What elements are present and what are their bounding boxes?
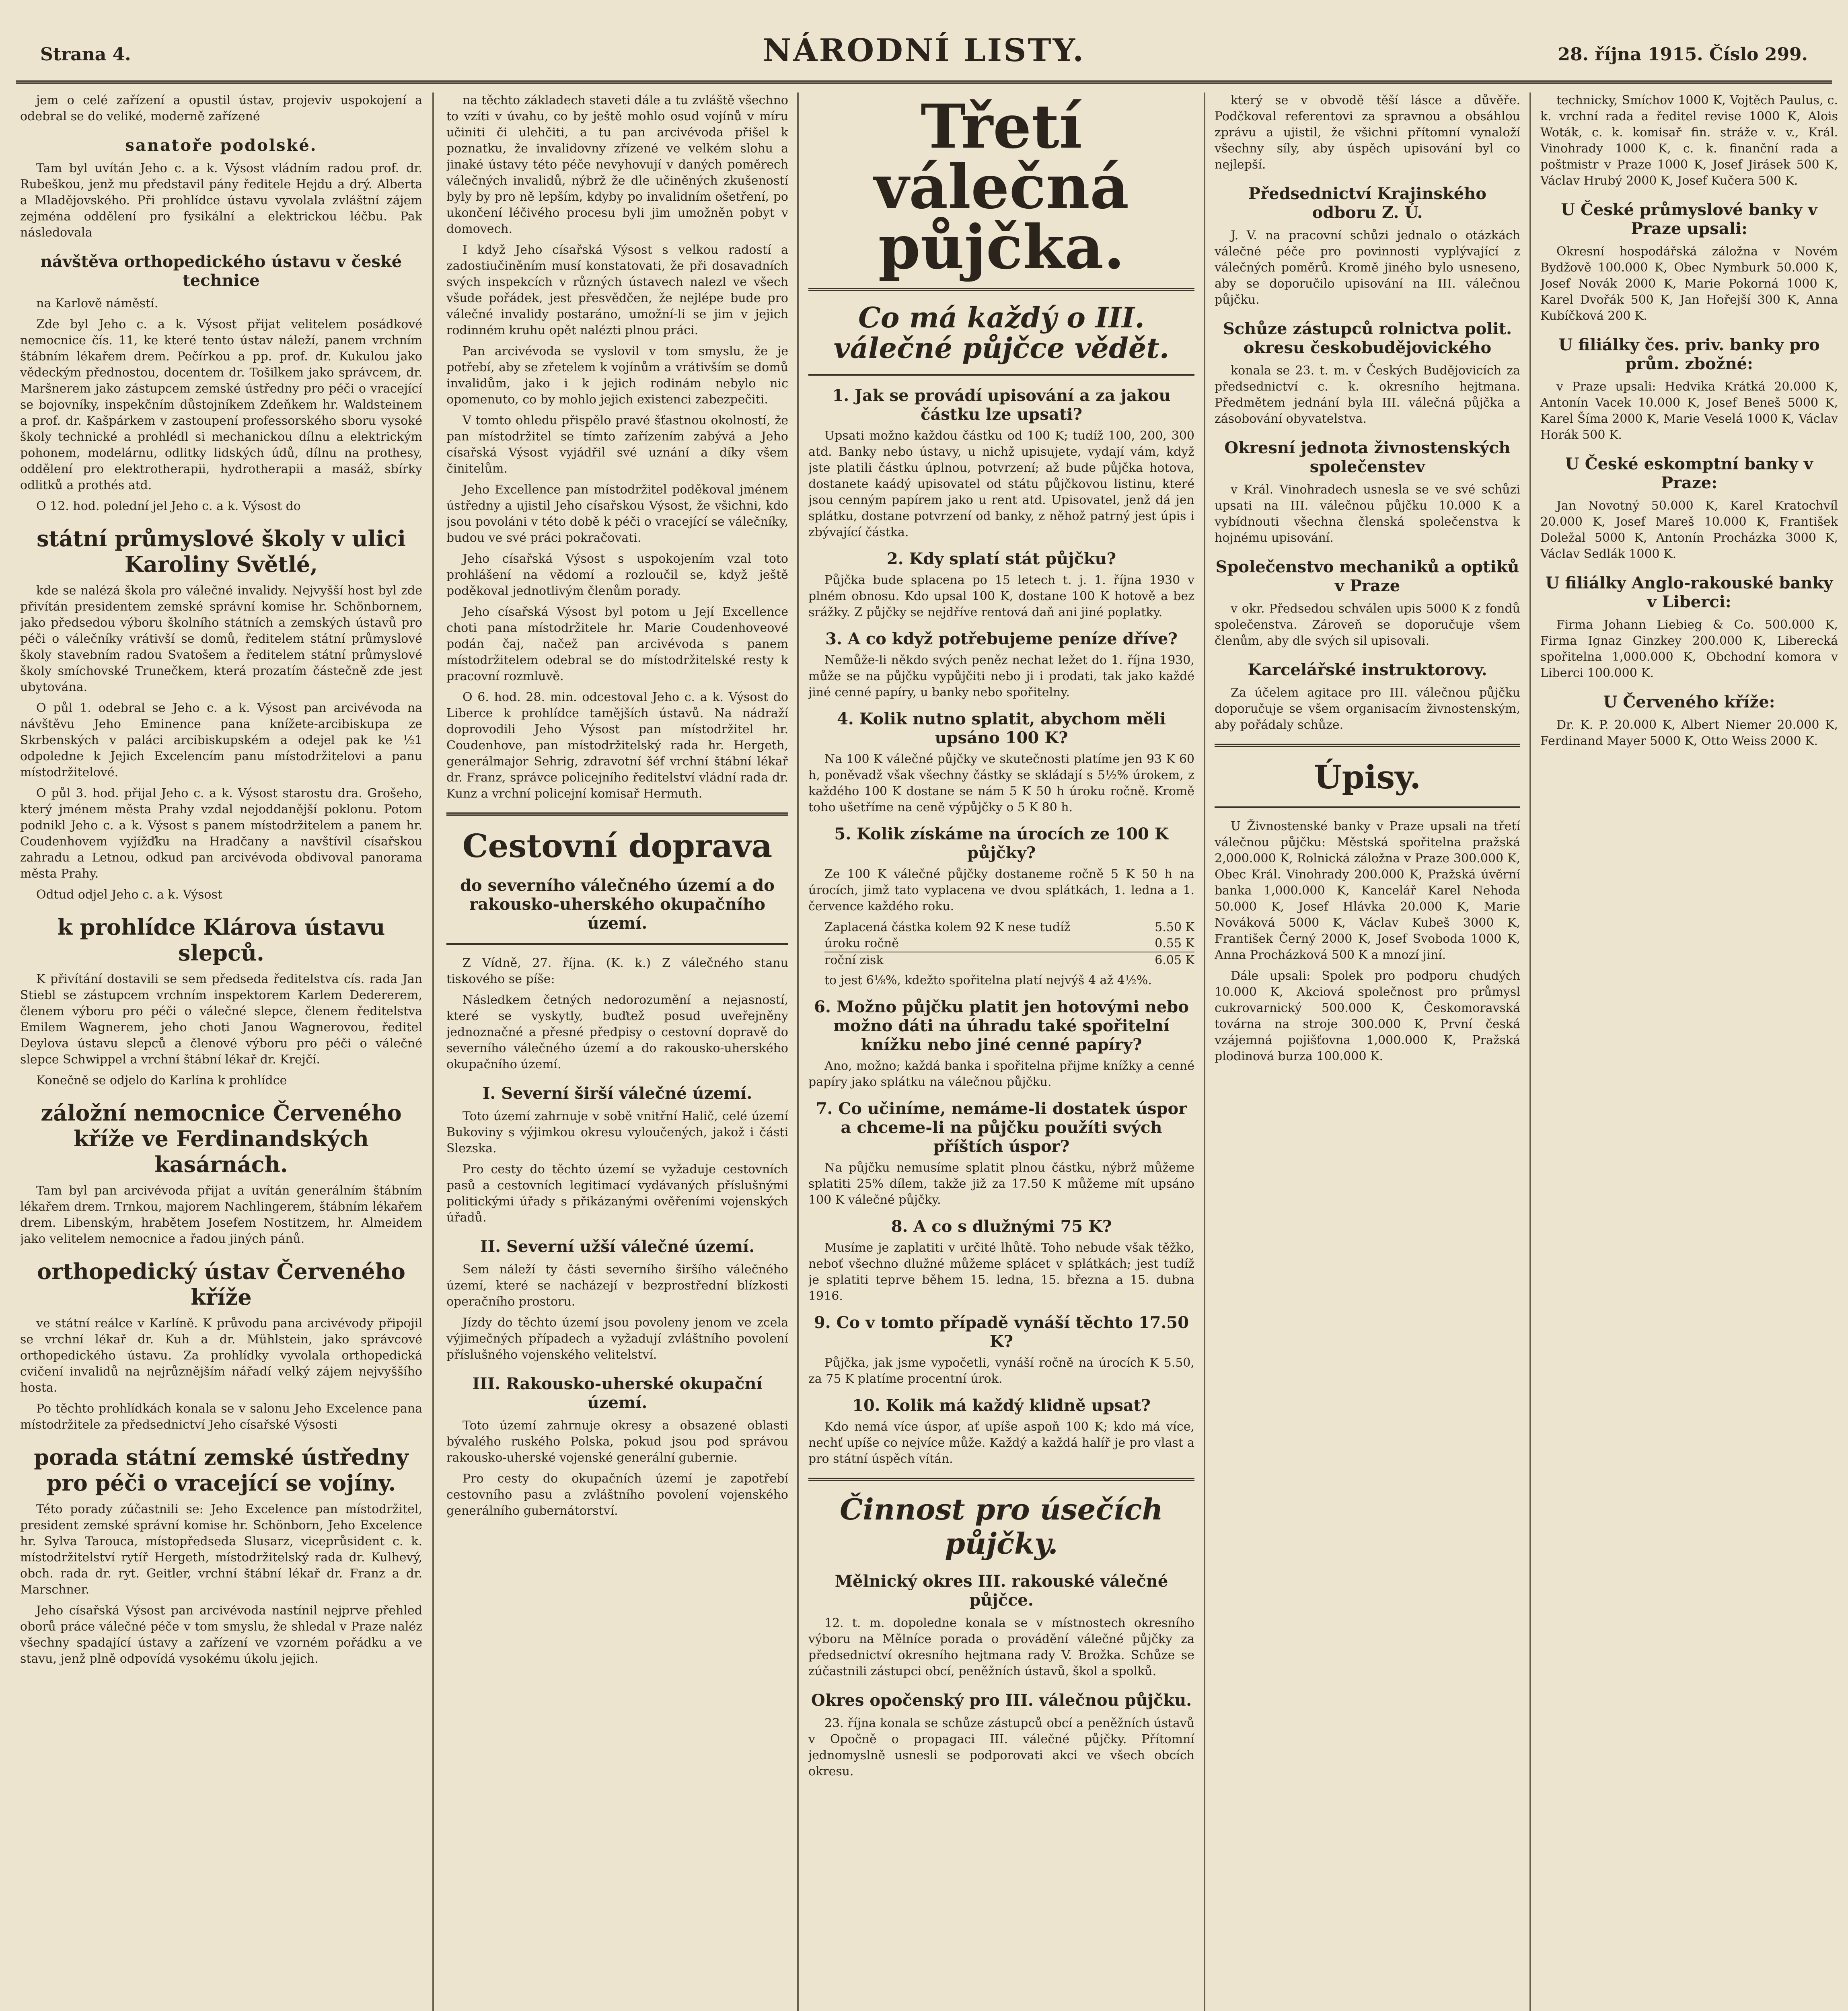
section-heading: Společenstvo mechaniků a optiků v Praze: [1215, 557, 1519, 595]
article-paragraph: Upsati možno každou částku od 100 K; tudíž 100, 200, 300 atd. Banky nebo ústavy, u nichž upisujete, vydají vám, když jste platili částku úplnou, potvrzení; až bude půjčka hotova, dostanete kaádý upisovatel od státu půjčkovou listinu, které jsou cenným papírem jako u rent atd. Upisovatel, jenž dá jen splátku, dostane potvrzení od banky, z něhož patrný jest úpis i zbývající částka.: [808, 429, 1194, 539]
article-paragraph: kde se nalézá škola pro válečné invalidy. Nejvyšší host byl zde přivítán presidentem zemské správní komise hr. Schönbornem, jako předsedou výboru školního státních a zemských ústavů pro péči o válečníky vrátivší se domů, ředitelem státní průmyslové školy stavebním radou Svatošem a ředitelem státní průmyslové školy smíchovské Trunečkem, která prozatím částečně zde jest ubytována.: [20, 584, 422, 694]
article-paragraph: jem o celé zařízení a opustil ústav, projeviv uspokojení a odebral se do veliké, moderně zařízené: [20, 93, 422, 123]
section-heading: Okresní jednota živnostenských společenstev: [1224, 438, 1511, 476]
question-heading: 4. Kolik nutno splatit, abychom měli upsáno 100 K?: [837, 709, 1166, 747]
section-heading: Karcelářské instruktorovy.: [1248, 660, 1487, 679]
article-paragraph: který se v obvodě těší lásce a důvěře. Podčkoval referentovi za spravnou a obsáhlou zprávu a ujistil, že všichni přítomní vynaloží všechny síly, aby úspěch upisování byl co nejlepší.: [1215, 93, 1520, 172]
calc-row: [824, 936, 1194, 952]
column-1: [20, 93, 422, 2011]
section-heading: záložní nemocnice Červeného kříže ve Ferdinandských kasárnách.: [41, 1100, 402, 1177]
article-paragraph: ve státní reálce v Karlíně. K průvodu pana arcivévody připojil se vrchní lékař dr. Kuh a dr. Mühlstein, jako správcové orthopedického ústavu. Za prohlídky vyvolala orthopedická cvičení invalidů na nejrůznějším nářadí velký zájem nejvyššího hosta.: [20, 1316, 422, 1395]
calc-label: Zaplacená částka kolem 92 K nese tudíž: [824, 920, 1071, 934]
article-paragraph: V tomto ohledu přispělo pravé šťastnou okolností, že pan místodržitel se tímto zařízením zabývá a Jeho císařská Výsost vyjádřil své uznání a díky všem činitelům.: [446, 413, 788, 476]
article-paragraph: O půl 3. hod. přijal Jeho c. a k. Výsost starostu dra. Grošeho, který jménem města Prahy vzdal nejoddanější poklonu. Potom podnikl Jeho c. a k. Výsost s panem místodržitelem a panem hr. Coudenhovem vyjížďku na Hradčany a navštívil císařskou zahradu a Letnou, odkud pan arcivévoda obdivoval panorama města Prahy.: [20, 786, 422, 881]
article-separator: [1215, 744, 1520, 747]
section-heading: orthopedický ústav Červeného kříže: [37, 1258, 405, 1310]
article-paragraph: Za účelem agitace pro III. válečnou půjčku doporučuje se všem organisacím živnostenským, aby pořádaly schůze.: [1215, 686, 1520, 732]
section-heading: státní průmyslové školy v ulici Karoliny Světlé,: [37, 526, 406, 577]
issue-date: 28. října 1915. Číslo 299.: [1558, 44, 1808, 65]
article-headline: Činnost pro úsečích půjčky.: [840, 1492, 1163, 1561]
section-heading: I. Severní širší válečné území.: [482, 1084, 752, 1103]
page-number: Strana 4.: [40, 44, 131, 65]
article-separator: [446, 943, 788, 945]
article-headline: Cestovní doprava: [462, 827, 773, 865]
section-heading: Předsednictví Krajinského odboru Z. Ú.: [1248, 184, 1486, 222]
column-divider: [797, 93, 799, 2011]
article-paragraph: Pro cesty do okupačních území je zapotřebí cestovního pasu a zvláštního povolení vojenského generálního gubernátorství.: [446, 1472, 788, 1518]
section-heading: U filiálky čes. priv. banky pro prům. zbožné:: [1558, 335, 1820, 373]
article-headline: Úpisy.: [1314, 758, 1421, 796]
question-heading: 8. A co s dlužnými 75 K?: [891, 1217, 1112, 1236]
column-5: [1540, 93, 1838, 2011]
article-paragraph: v Praze upsali: Hedvika Krátká 20.000 K, Antonín Vacek 10.000 K, Josef Beneš 5000 K, Karel Šíma 2000 K, Marie Veselá 1000 K, Václav Horák 500 K.: [1540, 380, 1838, 442]
article-paragraph: Odtud odjel Jeho c. a k. Výsost: [36, 888, 222, 902]
question-heading: 9. Co v tomto případě vynáší těchto 17.50 K?: [814, 1313, 1189, 1351]
article-paragraph: Jeho císařská Výsost s uspokojením vzal toto prohlášení na vědomí a rozloučil se, když ještě poděkoval jednotlivým členům porady.: [446, 552, 788, 598]
article-paragraph: Jeho císařská Výsost pan arcivévoda nastínil nejprve přehled oborů práce válečné péče v tom smyslu, že shledal v Praze naléz všechny spadající ústavy a zařízení ve vzorném pořádku a ve stavu, jenž plně odpovídá vysokému úkolu jejich.: [20, 1604, 422, 1666]
article-headline: Třetí válečná půjčka.: [874, 93, 1129, 283]
section-heading: II. Severní užší válečné území.: [480, 1237, 755, 1256]
article-paragraph: 12. t. m. dopoledne konala se v místnostech okresního výboru na Mělníce porada o provádění válečné půjčky za předsednictví okresního hejtmana rady V. Brožka. Schůze se zúčastnili zástupci obcí, peněžních ústavů, škol a spolků.: [808, 1616, 1194, 1678]
article-paragraph: Ze 100 K válečné půjčky dostaneme ročně 5 K 50 h na úrocích, jimž tato vyplacena ve dvou splátkách, 1. ledna a 1. července každého roku.: [808, 867, 1194, 913]
article-paragraph: Konečně se odjelo do Karlína k prohlídce: [36, 1073, 287, 1088]
calc-value: 5.50 K: [1155, 920, 1194, 934]
article-paragraph: O 12. hod. polední jel Jeho c. a k. Výsost do: [36, 499, 301, 513]
article-paragraph: I když Jeho císařská Výsost s velkou radostí a zadostiučiněním musí konstatovati, že při dosavadních svých inspekcích v různých ústavech nalezl ve všech všude pořádek, jest přesvědčen, že nejlépe bude pro válečné invalidy postaráno, umožní-li se jim v jejich rodinném kruhu opět nalézti plnou práci.: [446, 243, 788, 337]
column-divider: [1204, 93, 1205, 2011]
article-paragraph: Pro cesty do těchto území se vyžaduje cestovních pasů a cestovních legitimací vydávaných příslušnými politickými úřady s přikázanými ověřeními vojenských úřadů.: [446, 1162, 788, 1225]
calc-label: úroku ročně: [824, 936, 899, 950]
article-paragraph: Musíme je zaplatiti v určité lhůtě. Toho nebude však těžko, neboť všechno dlužné můžeme splácet v splátkách; jest tudíž je splatiti teprve během 15. ledna, 15. března a 15. dubna 1916.: [808, 1241, 1194, 1303]
calc-label: roční zisk: [824, 953, 884, 967]
column-divider: [1529, 93, 1531, 2011]
article-paragraph: Okresní hospodářská záložna v Novém Bydžově 100.000 K, Obec Nymburk 50.000 K, Josef Novák 2000 K, Marie Pokorná 1000 K, Karel Dvořák 500 K, Jan Hořejší 300 K, Anna Kubíčková 200 K.: [1540, 245, 1838, 323]
article-paragraph: Tam byl uvítán Jeho c. a k. Výsost vládním radou prof. dr. Rubeškou, jenž mu představil pány ředitele Hejdu a drý. Alberta a Mladějovského. Při prohlídce ústavu vyvolala zvláštní zájem zejména oddělení pro fysikální a elektrickou léčbu. Pak následovala: [20, 161, 422, 240]
section-heading: U České průmyslové banky v Praze upsali:: [1561, 200, 1817, 238]
column-3: [808, 93, 1194, 2011]
article-paragraph: Pan arcivévoda se vyslovil v tom smyslu, že je potřebí, aby se zřetelem k vojínům a vrátivším se domů invalidům, jako i k jejich rodinám nebylo nic opomenuto, co by mohlo jejich existenci zabezpečiti.: [446, 344, 788, 407]
article-paragraph: Jeho Excellence pan místodržitel poděkoval jménem ústředny a ujistil Jeho císařskou Výsost, že všichni, kdo jsou povoláni v této době k péči o vracející se válečníky, budou ve své práci pokračovati.: [446, 483, 788, 545]
column-4: [1215, 93, 1520, 2011]
question-heading: 6. Možno půjčku platit jen hotovými nebo možno dáti na úhradu také spořitelní knížku nebo jiné cenné papíry?: [814, 997, 1189, 1054]
article-subheadline: Co má každý o III. válečné půjčce vědět.: [833, 301, 1170, 365]
calc-value: 6.05 K: [1155, 953, 1194, 967]
question-heading: 7. Co učiníme, nemáme-li dostatek úspor a chceme-li na půjčku použíti svých příštích úspor?: [816, 1099, 1187, 1156]
article-paragraph: Kdo nemá více úspor, ať upíše aspoň 100 K; kdo má více, nechť upíše co nejvíce může. Každý a každá halíř je pro vlast a pro státní úspěch vítán.: [808, 1420, 1194, 1466]
question-heading: 2. Kdy splatí stát půjčku?: [886, 549, 1116, 568]
calc-row: [824, 919, 1194, 936]
article-separator: [808, 1478, 1194, 1481]
page-header: [16, 24, 1832, 84]
article-subheadline: do severního válečného území a do rakousko-uherského okupačního území.: [460, 876, 775, 933]
article-paragraph: U Živnostenské banky v Praze upsali na třetí válečnou půjčku: Městská spořitelna pražská 2,000.000 K, Rolnická záložna v Praze 300.000 K, Obec Král. Vinohrady 200.000 K, Pražská úvěrní banka 1,000.000 K, Kancelář Karel Nehoda 50.000 K, Josef Hlávka 20.000 K, Marie Nováková 5000 K, Václav Kubeš 3000 K, František Černý 2000 K, Josef Svoboda 1000 K, Anna Procházková 500 K a mnozí jiní.: [1215, 819, 1520, 962]
interest-calculation: [824, 919, 1194, 968]
section-heading: U filiálky Anglo-rakouské banky v Liberci:: [1545, 574, 1833, 611]
question-heading: 10. Kolik má každý klidně upsat?: [852, 1396, 1151, 1415]
article-paragraph: Nemůže-li někdo svých peněz nechat ležet do 1. října 1930, může se na půjčku vypůjčiti nebo ji i prodati, tak jako každé jiné cenné papíry, u banky nebo spořitelny.: [808, 653, 1194, 699]
article-paragraph: O 6. hod. 28. min. odcestoval Jeho c. a k. Výsost do Liberce k prohlídce tamějších ústavů. Na nádraží doprovodili Jeho Výsost pan místodržitel hr. Coudenhove, pan místodržitelský rada hr. Hergeth, generálmajor Sehrig, zdravotní šéf vrchní štábní lékař dr. Franz, správce policejního ředitelství vládní rada dr. Kunz a vrchní policejní komisař Hermuth.: [446, 690, 788, 801]
article-paragraph: Firma Johann Liebieg & Co. 500.000 K, Firma Ignaz Ginzkey 200.000 K, Liberecká spořitelna 1,000.000 K, Obchodní komora v Liberci 100.000 K.: [1540, 618, 1838, 680]
article-separator: [446, 812, 788, 816]
article-paragraph: Jízdy do těchto území jsou povoleny jenom ve zcela výjimečných případech a vyžadují zvláštního povolení příslušného vojenského velitelství.: [446, 1316, 788, 1362]
article-paragraph: konala se 23. t. m. v Českých Budějovicích za předsednictví c. k. okresního hejtmana. Předmětem jednání byla III. válečná půjčka a zásobování obyvatelstva.: [1215, 364, 1520, 426]
article-paragraph: Dr. K. P. 20.000 K, Albert Niemer 20.000 K, Ferdinand Mayer 5000 K, Otto Weiss 2000 K.: [1540, 718, 1838, 748]
article-paragraph: v okr. Předsedou schválen upis 5000 K z fondů společenstva. Zároveň se doporučuje všem členům, aby dle svých sil upisovali.: [1215, 602, 1520, 648]
section-heading: sanatoře podolské.: [125, 136, 317, 155]
article-separator: [808, 374, 1194, 376]
question-heading: 3. A co když potřebujeme peníze dříve?: [825, 629, 1178, 648]
section-heading: III. Rakousko-uherské okupační území.: [472, 1374, 763, 1412]
article-separator: [1215, 806, 1520, 808]
calc-row: [824, 952, 1194, 968]
article-paragraph: Zde byl Jeho c. a k. Výsost přijat velitelem posádkové nemocnice čís. 11, ke které tento ústav náleží, panem vrchním štábním lékařem drem. Pečírkou a pp. prof. dr. Kukulou jako vědeckým přednostou, docentem dr. Tošilkem jako správcem, dr. Maršnerem jako zástupcem zemské ústředny pro péči o vracející se bojovníky, inspekčním důstojníkem Zdeňkem hr. Waldsteinem a prof. dr. Kašpárkem v zastoupení professorského sboru vysoké školy technické a prohlédl si mechanickou dílnu a elektrickým pohonem, modelárnu, odlitky lidských údů, dílnu na prothesy, oddělení pro elektrotherapii, hydrotherapii a masáž, sbírky odlitků a prothés atd.: [20, 317, 422, 492]
calc-value: 0.55 K: [1155, 936, 1194, 950]
article-paragraph: Této porady zúčastnili se: Jeho Excelence pan místodržitel, president zemské správní komise hr. Schönborn, Jeho Excelence hr. Sylva Tarouca, místopředseda Slusarz, viceprůsident c. k. místodržitelství rytíř Hergeth, místodržitelský rada dr. Kulhevý, obch. rada dr. ryt. Geitler, vrchní štábní lékař dr. Franz a dr. Marschner.: [20, 1502, 422, 1597]
article-paragraph: Jeho císařská Výsost byl potom u Její Excellence choti pana místodržitele hr. Marie Coudenhoveové podán čaj, načež pan arcivévoda s panem místodržitelem odebral se do místodržitelské resty k pracovní rozmluvě.: [446, 605, 788, 683]
section-heading: Okres opočenský pro III. válečnou půjčku.: [811, 1691, 1192, 1710]
article-paragraph: Toto území zahrnuje v sobě vnitřní Halič, celé území Bukoviny s výjimkou okresu vyloučených, jakož i části Slezska.: [446, 1109, 788, 1156]
section-heading: Schůze zástupců rolnictva polit. okresu českobudějovického: [1223, 319, 1512, 357]
article-paragraph: Půjčka, jak jsme vypočetli, vynáší ročně na úrocích K 5.50, za 75 K platíme procentní úrok.: [808, 1356, 1194, 1386]
section-heading: porada státní zemské ústředny pro péči o vracející se vojíny.: [34, 1444, 409, 1496]
section-heading: U České eskomptní banky v Praze:: [1565, 454, 1813, 492]
article-paragraph: Na půjčku nemusíme splatit plnou částku, nýbrž můžeme splatiti 25% dílem, takže již za 17.50 K můžeme mít upsáno 100 K válečné půjčky.: [808, 1161, 1194, 1207]
question-heading: 5. Kolik získáme na úrocích ze 100 K půjčky?: [834, 825, 1169, 862]
question-heading: 1. Jak se provádí upisování a za jakou částku lze upsati?: [832, 386, 1171, 424]
article-paragraph: v Král. Vinohradech usnesla se ve své schůzi upsati na III. válečnou půjčku 10.000 K a vybídnouti všechna členská společenstva k hojnému upisování.: [1215, 483, 1520, 545]
article-paragraph: technicky, Smíchov 1000 K, Vojtěch Paulus, c. k. vrchní rada a ředitel revise 1000 K, Alois Woták, c. k. komisař fin. stráže v. v., Král. Vinohrady 1000 K, c. k. finanční rada a poštmistr v Praze 1000 K, Josef Jirásek 500 K, Václav Hrubý 2000 K, Josef Kučera 500 K.: [1540, 93, 1838, 188]
article-paragraph: to jest 6⅛%, kdežto spořitelna platí nejvýš 4 až 4½%.: [824, 973, 1152, 987]
article-paragraph: K přivítání dostavili se sem předseda ředitelstva cís. rada Jan Stiebl se zástupcem vrchním inspektorem Karlem Dedererem, členem výboru pro péči o válečné slepce, členem ředitelstva Emilem Wagnerem, jeho choti Janou Wagnerovou, ředitel Deylova ústavu slepců a členové výboru pro péči o válečné slepce Schwippel a vrchní štábní lékař dr. Krejčí.: [20, 972, 422, 1067]
article-paragraph: Dále upsali: Spolek pro podporu chudých 10.000 K, Akciová společnost pro průmysl cukrovarnický 500.000 K, Českomoravská továrna na stroje 300.000 K, První česká vzájemná pojišťovna 1,000.000 K, Pražská plodinová burza 100.000 K.: [1215, 969, 1520, 1063]
column-divider: [432, 93, 434, 2011]
article-paragraph: Na 100 K válečné půjčky ve skutečnosti platíme jen 93 K 60 h, poněvadž však všechny částky se skládají s 5½% úrokem, z každého 100 K dostane se nám 5 K 50 h úroku ročně. Kromě toho ušetříme na ceně výpůjčky o 5 K 80 h.: [808, 752, 1194, 814]
article-paragraph: na Karlově náměstí.: [36, 296, 158, 310]
article-paragraph: na těchto základech staveti dále a tu zvláště všechno to vzíti v úvahu, co by ještě mohlo osud vojínů v míru učiniti či ulehčiti, a tu pan arcivévoda přišel k poznatku, že invalidovny zřízené ve velkém slohu a jinaké ústavy této péče nevyhovují v daných poměrech válečných invalidů, nýbrž že dle učiněných zkušeností byly by pro ně lepším, kdyby po invalidním ošetření, po ukončení léčivého procesu byli jim umožněn pobyt v domovech.: [446, 93, 788, 236]
article-paragraph: 23. října konala se schůze zástupců obcí a peněžních ústavů v Opočně o propagaci III. válečné půjčky. Přítomní jednomyslně usnesli se podporovati akci ve všech obcích okresu.: [808, 1716, 1194, 1779]
article-paragraph: Tam byl pan arcivévoda přijat a uvítán generálním štábním lékařem drem. Trnkou, majorem Nachlingerem, štábním lékařem drem. Libenským, hrabětem Josefem Nostitzem, hr. Almeidem jako velitelem nemocnice a řadou jiných pánů.: [20, 1184, 422, 1246]
article-paragraph: Půjčka bude splacena po 15 letech t. j. 1. října 1930 v plném obnosu. Kdo upsal 100 K, dostane 100 K hotově a bez srážky. Z půjčky se nejdříve rentová daň ani jiné poplatky.: [808, 573, 1194, 619]
article-paragraph: Sem náleží ty části severního širšího válečného území, které se nacházejí v bezprostřední blízkosti operačního prostoru.: [446, 1263, 788, 1309]
article-paragraph: Z Vídně, 27. října. (K. k.) Z válečného stanu tiskového se píše:: [446, 956, 788, 986]
article-paragraph: Následkem četných nedorozumění a nejasností, které se vyskytly, buďtež posud uveřejněny jednoznačné a přesné předpisy o cestovní dopravě do severního válečného území a do rakousko-uherského okupačního území.: [446, 993, 788, 1071]
article-paragraph: J. V. na pracovní schůzi jednalo o otázkách válečné péče pro povinnosti vyplývající z válečných poměrů. Kromě jiného bylo usneseno, aby se doporučilo upisování na III. válečnou půjčku.: [1215, 228, 1520, 307]
article-paragraph: Po těchto prohlídkách konala se v salonu Jeho Excelence pana místodržitele za předsednictví Jeho císařské Výsosti: [20, 1402, 422, 1432]
article-paragraph: Toto území zahrnuje okresy a obsazené oblasti bývalého ruského Polska, pokud jsou pod správou rakousko-uherské vojenské generální gubernie.: [446, 1419, 788, 1465]
section-heading: U Červeného kříže:: [1603, 693, 1775, 711]
section-heading: Mělnický okres III. rakouské válečné půjčce.: [835, 1572, 1168, 1610]
article-separator: [808, 288, 1194, 291]
section-heading: návštěva orthopedického ústavu v české technice: [40, 252, 402, 290]
masthead: NÁRODNÍ LISTY.: [763, 32, 1085, 69]
section-heading: k prohlídce Klárova ústavu slepců.: [57, 914, 385, 966]
article-paragraph: Jan Novotný 50.000 K, Karel Kratochvíl 20.000 K, Josef Mareš 10.000 K, František Doležal 5000 K, Antonín Procházka 3000 K, Václav Sedlák 1000 K.: [1540, 499, 1838, 561]
article-paragraph: Ano, možno; každá banka i spořitelna přijme knížky a cenné papíry jako splátku na válečnou půjčku.: [808, 1059, 1194, 1089]
article-paragraph: O půl 1. odebral se Jeho c. a k. Výsost pan arcivévoda na návštěvu Jeho Eminence pana knížete-arcibiskupa ze Skrbenských v paláci arcibiskupském a odejel pak ke ½1 odpoledne k Jejich Excelencím panu místodržitelovi a panu místodržitelové.: [20, 701, 422, 779]
column-2: [446, 93, 788, 2011]
